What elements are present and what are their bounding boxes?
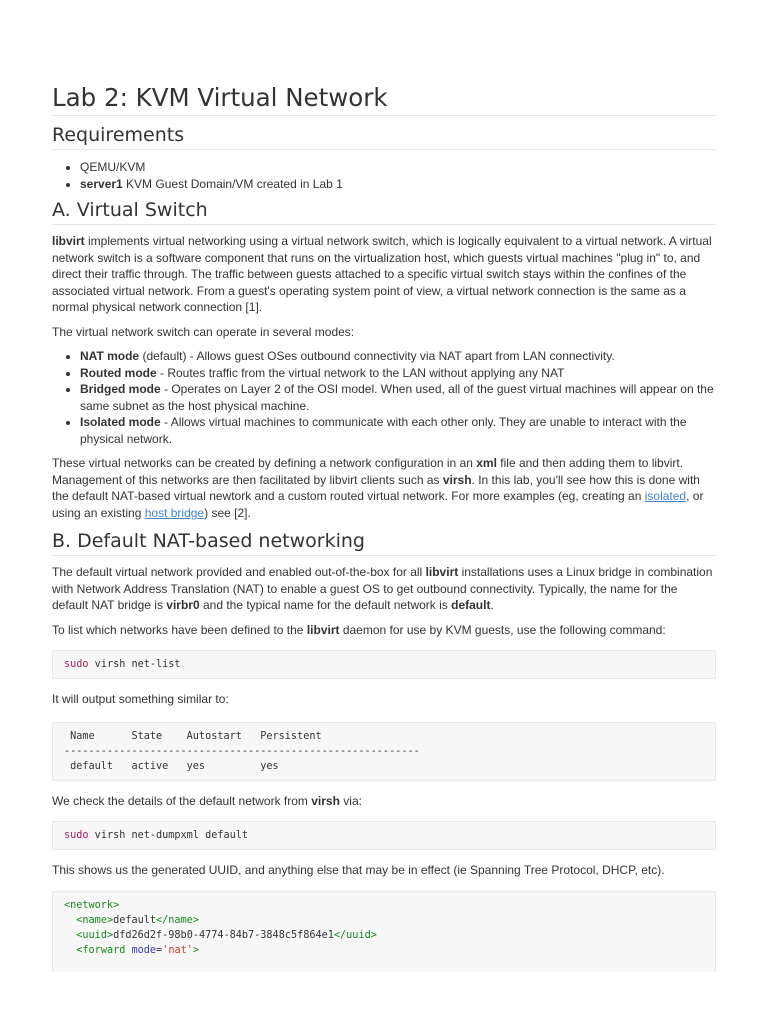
- virtual-switch-heading: A. Virtual Switch: [52, 198, 716, 225]
- paragraph: This shows us the generated UUID, and anything else that may be in effect (ie Spanning Tree Protocol, DHCP, etc).: [52, 863, 665, 877]
- list-item: • Routed mode - Routes traffic from the virtual network to the LAN without applying any NAT: [80, 365, 716, 382]
- paragraph: The default virtual network provided and enabled out-of-the-box for all libvirt installations uses a Linux bridge in combination with Network Address Translation (NAT) to enable a guest OS to get outbound connectivity. Typically, the name for the default NAT bridge is virbr0 and the typical name for the default network is default.: [52, 565, 713, 612]
- document-page: [52, 82, 716, 972]
- requirements-list: [52, 159, 716, 192]
- paragraph: We check the details of the default network from virsh via:: [52, 793, 362, 808]
- host-bridge-link[interactable]: host bridge: [144, 505, 205, 520]
- paragraph: It will output something similar to:: [52, 692, 229, 706]
- page-title: Lab 2: KVM Virtual Network: [52, 82, 716, 116]
- list-item: • NAT mode (default) - Allows guest OSes outbound connectivity via NAT apart from LAN connectivity.: [80, 348, 716, 365]
- code-block-net-list: sudo virsh net-list: [52, 650, 716, 679]
- list-item: • QEMU/KVM: [80, 159, 716, 176]
- paragraph: These virtual networks can be created by defining a network configuration in an xml file and then adding them to libvirt. Management of this networks are then facilitated by libvirt clients such as virsh. In this lab, you'll see how this is done with the default NAT-based virtual newtork and a custom routed virtual network. For more examples (eg, creating an isolated, or using an existing host bridge) see [2].: [52, 456, 704, 520]
- default-nat-heading: B. Default NAT-based networking: [52, 529, 716, 556]
- list-item: • Bridged mode - Operates on Layer 2 of the OSI model. When used, all of the guest virtual machines will appear on the same subnet as the host physical machine.: [80, 381, 716, 414]
- code-block-net-dumpxml: sudo virsh net-dumpxml default: [52, 821, 716, 850]
- paragraph: To list which networks have been defined to the libvirt daemon for use by KVM guests, use the following command:: [52, 622, 666, 637]
- isolated-link[interactable]: isolated: [644, 489, 687, 503]
- paragraph: The virtual network switch can operate in several modes:: [52, 324, 355, 339]
- list-item: • Isolated mode - Allows virtual machines to communicate with each other only. They are unable to interact with the physical network.: [80, 414, 716, 447]
- list-item: • server1 KVM Guest Domain/VM created in Lab 1: [80, 176, 716, 193]
- code-block-net-list-output: Name State Autostart Persistent ---------------------------------------------------------- default active yes yes: [52, 722, 716, 781]
- modes-list: [52, 348, 716, 447]
- code-block-network-xml: <network> <name>default</name> <uuid>dfd26d2f-98b0-4774-84b7-3848c5f864e1</uuid> <forward mode='nat'>: [52, 891, 716, 972]
- requirements-heading: Requirements: [52, 123, 716, 150]
- paragraph: libvirt implements virtual networking using a virtual network switch, which is logically equivalent to a virtual network. A virtual network switch is a software component that runs on the virtualization host, which guests virtual machines "plug in" to, and direct their traffic through. The traffic between guests attached to a specific virtual switch stays within the confines of the associated virtual network. From a guest's operating system point of view, a virtual network connection is the same as a normal physical network connection [1].: [52, 234, 712, 314]
